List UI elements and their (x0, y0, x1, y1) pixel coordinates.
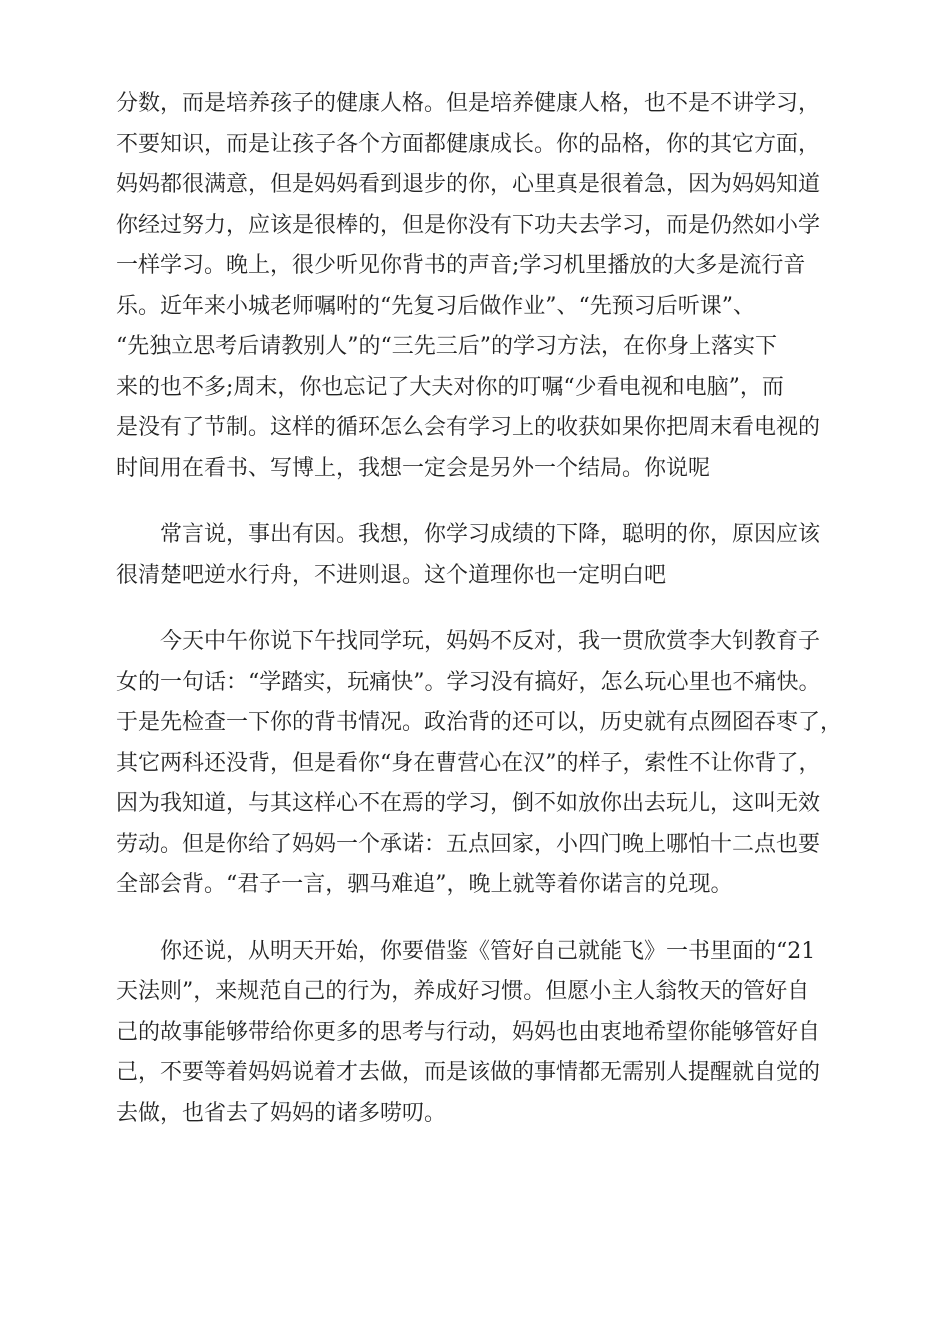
text-line: 时间用在看书、写博上，我想一定会是另外一个结局。你说呢 (116, 455, 711, 481)
text-line: 妈妈都很满意，但是妈妈看到退步的你，心里真是很着急，因为妈妈知道 (116, 172, 821, 197)
text-line: 去做，也省去了妈妈的诸多唠叨。 (116, 1100, 447, 1126)
text-line: 是没有了节制。这样的循环怎么会有学习上的收获如果你把周末看电视的 (116, 415, 821, 440)
text-line: 天法则”，来规范自己的行为，养成好习惯。但愿小主人翁牧天的管好自 (116, 979, 810, 1004)
text-line: 乐。近年来小城老师嘱咐的“先复习后做作业”、“先预习后听课”、 (116, 293, 755, 319)
text-line: 己，不要等着妈妈说着才去做，而是该做的事情都无需别人提醒就自觉的 (116, 1060, 821, 1085)
text-line: 你经过努力，应该是很棒的，但是你没有下功夫去学习，而是仍然如小学 (116, 212, 821, 238)
document-body (116, 84, 843, 1160)
text-line: 来的也不多;周末，你也忘记了大夫对你的叮嘱“少看电视和电脑”，而 (116, 374, 784, 400)
text-line: 因为我知道，与其这样心不在焉的学习，倒不如放你出去玩儿，这叫无效 (116, 791, 821, 816)
text-line: 己的故事能够带给你更多的思考与行动，妈妈也由衷地希望你能够管好自 (116, 1019, 821, 1045)
text-line: 分数，而是培养孩子的健康人格。但是培养健康人格，也不是不讲学习， (116, 91, 821, 116)
text-line: 全部会背。“君子一言，驷马难追”，晚上就等着你诺言的兑现。 (116, 872, 733, 897)
paragraph-4 (116, 932, 836, 1135)
paragraph-1 (116, 84, 836, 489)
text-line: 很清楚吧逆水行舟，不进则退。这个道理你也一定明白吧 (116, 562, 667, 588)
text-line: 劳动。但是你给了妈妈一个承诺：五点回家，小四门晚上哪怕十二点也要 (116, 831, 821, 857)
text-line: 女的一句话：“学踏实，玩痛快”。学习没有搞好，怎么玩心里也不痛快。 (116, 669, 821, 695)
paragraph-2 (116, 515, 836, 596)
text-line: 于是先检查一下你的背书情况。政治背的还可以，历史就有点囫囵吞枣了， (116, 710, 843, 735)
text-line: 常言说，事出有因。我想，你学习成绩的下降，聪明的你，原因应该 (116, 522, 821, 547)
text-line: 一样学习。晚上，很少听见你背书的声音;学习机里播放的大多是流行音 (116, 253, 806, 278)
text-line: 其它两科还没背，但是看你“身在曹营心在汉”的样子，索性不让你背了， (116, 750, 821, 776)
text-line: “先独立思考后请教别人”的“三先三后”的学习方法，在你身上落实下 (116, 334, 777, 359)
paragraph-3 (116, 622, 843, 906)
text-line: 你还说，从明天开始，你要借鉴《管好自己就能飞》一书里面的“21 (116, 938, 816, 964)
text-line: 不要知识，而是让孩子各个方面都健康成长。你的品格，你的其它方面， (116, 131, 821, 157)
text-line: 今天中午你说下午找同学玩，妈妈不反对，我一贯欣赏李大钊教育子 (116, 629, 821, 654)
